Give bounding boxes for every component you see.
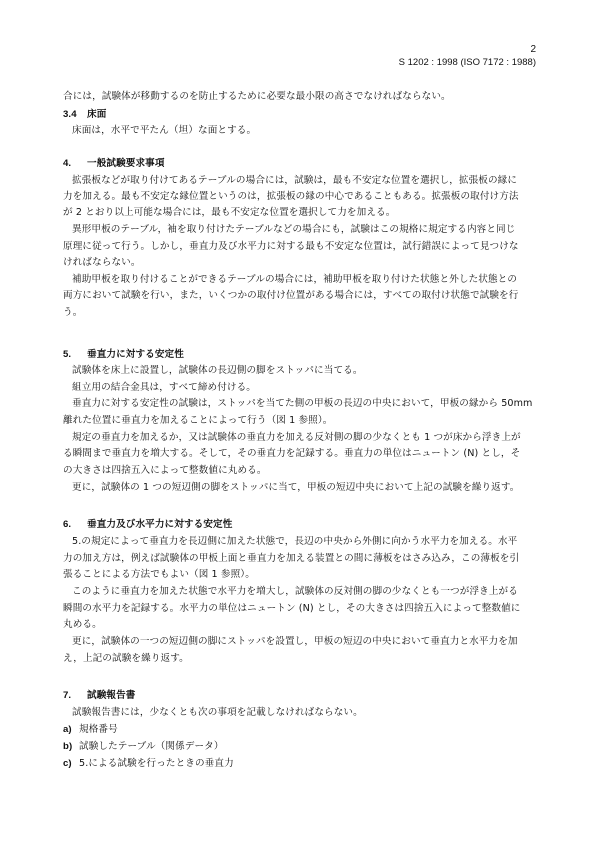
page-number: 2 [530, 44, 536, 55]
list-text: 試験したテーブル（関係データ） [79, 741, 224, 752]
section-title: 試験報告書 [87, 690, 136, 701]
body-line: 補助甲板を取り付けることができるテーブルの場合には，補助甲板を取り付けた状態と外した状態との [72, 274, 518, 285]
section-number: 3.4 [63, 109, 77, 120]
section-title: 一般試験要求事項 [87, 158, 165, 169]
list-text: 5.による試験を行ったときの垂直力 [79, 758, 234, 769]
body-line: 更に，試験体の 1 つの短辺側の脚をストッパに当て，甲板の短辺中央において上記の試験を繰り返す。 [72, 482, 520, 493]
section-title: 床面 [87, 109, 107, 120]
body-line: 瞬間の水平力を記録する。水平力の単位はニュートン (N) とし，その大きさは四捨五入によって整数値に [63, 603, 521, 614]
body-line: 拡張板などが取り付けてあるテーブルの場合には，試験は，最も不安定な位置を選択し，拡張板の縁に [72, 175, 518, 186]
list-label: a) [63, 724, 72, 735]
body-line: 離れた位置に垂直力を加えることによって行う（図 1 参照）。 [63, 415, 333, 426]
body-line: 原理に従って行う。しかし，垂直力及び水平力に対する最も不安定な位置は，試行錯誤によって見つけな [63, 241, 519, 252]
body-line: 更に，試験体の一つの短辺側の脚にストッパを設置し，甲板の短辺の中央において垂直力と水平力を加 [72, 636, 518, 647]
body-line: る瞬間まで垂直力を増大する。そして，その垂直力を記録する。垂直力の単位はニュートン (N) とし，そ [63, 448, 521, 459]
section-heading-6 [63, 518, 539, 531]
section-number: 4. [63, 158, 72, 169]
standard-id: S 1202 : 1998 (ISO 7172 : 1988) [398, 57, 536, 68]
section-title: 垂直力及び水平力に対する安定性 [87, 519, 233, 530]
list-label: c) [63, 758, 72, 769]
body-line: 力の加え方は，例えば試験体の甲板上面と垂直力を加える装置との間に薄板をはさみ込み，この薄板を引 [63, 553, 520, 564]
section-number: 5. [63, 349, 72, 360]
body-line: 試験報告書には，少なくとも次の事項を記載しなければならない。 [72, 707, 363, 718]
section-number: 7. [63, 690, 72, 701]
body-line: 床面は，水平で平たん（坦）な面とする。 [72, 125, 257, 136]
body-line: 丸める。 [63, 619, 102, 630]
body-line: 両方において試験を行い，また，いくつかの取付け位置がある場合には，すべての取付け状態で試験を行 [63, 290, 519, 301]
section-heading-3-4 [63, 108, 539, 121]
body-line: 5.の規定によって垂直力を長辺側に加えた状態で，長辺の中央から外側に向かう水平力を加える。水平 [72, 536, 518, 547]
body-line: 力を加える。最も不安定な縁位置というのは，拡張板の縁の中心であることもある。拡張板の取付け方法 [63, 191, 519, 202]
body-line: 規定の垂直力を加えるか，又は試験体の垂直力を加える反対側の脚の少なくとも 1 つが床から浮き上が [72, 432, 521, 443]
list-item [63, 757, 539, 770]
section-heading-4 [63, 157, 539, 170]
body-line: 試験体を床上に設置し，試験体の長辺側の脚をストッパに当てる。 [72, 365, 363, 376]
body-line: ければならない。 [63, 257, 141, 268]
body-line: え，上記の試験を繰り返す。 [63, 653, 189, 664]
body-line: 張ることによる方法でもよい（図 1 参照）。 [63, 569, 255, 580]
list-item [63, 740, 539, 753]
body-line: の大きさは四捨五入によって整数値に丸める。 [63, 465, 267, 476]
list-label: b) [63, 741, 73, 752]
body-line: が 2 とおり以上可能な場合には，最も不安定な位置を選択して力を加える。 [63, 207, 396, 218]
section-heading-5 [63, 348, 539, 361]
body-line: 垂直力に対する安定性の試験は，ストッパを当てた側の甲板の長辺の中央において，甲板の縁から 50mm [72, 398, 533, 409]
body-line: う。 [63, 307, 83, 318]
section-number: 6. [63, 519, 72, 530]
section-title: 垂直力に対する安定性 [87, 349, 184, 360]
list-item [63, 723, 539, 736]
body-line: 合には，試験体が移動するのを防止するために必要な最小限の高さでなければならない。 [63, 91, 451, 102]
body-line: このように垂直力を加えた状態で水平力を増大し，試験体の反対側の脚の少なくとも一つが浮き上がる [72, 586, 518, 597]
body-line: 異形甲板のテーブル，袖を取り付けたテーブルなどの場合にも，試験はこの規格に規定する内容と同じ [72, 224, 516, 235]
section-heading-7 [63, 689, 539, 702]
list-text: 規格番号 [79, 724, 118, 735]
body-line: 組立用の結合金具は，すべて締め付ける。 [72, 382, 256, 393]
